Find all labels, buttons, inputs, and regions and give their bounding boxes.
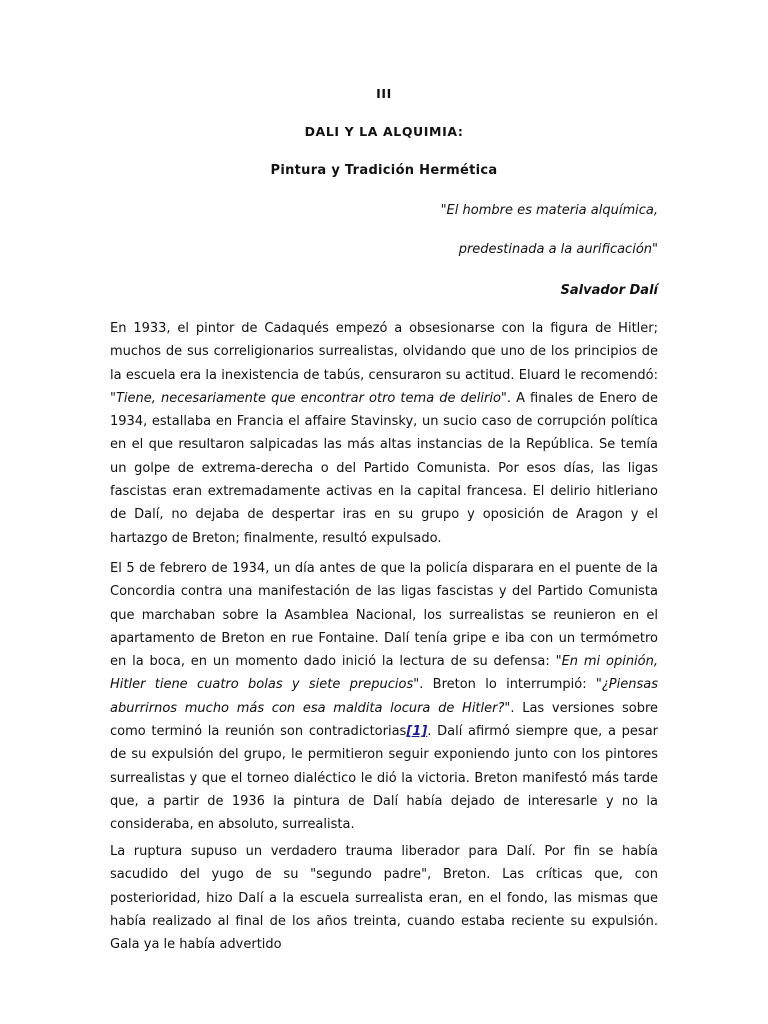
text-span: . Dalí afirmó siempre que, a pesar de su expulsión del grupo, le permitieron seguir exponiendo junto con los pintores surrealistas y que el torneo dialéctico le dió la victoria. Breton manifestó más tarde que, a partir de 1936 la pintura de Dalí había dejado de interesarle y no la consideraba, en absoluto, surrealista. [110, 724, 659, 833]
text-span: La ruptura supuso un verdadero trauma liberador para Dalí. Por fin se había sacudido del yugo de su "segundo padre", Breton. Las críticas que, con posterioridad, hizo Dalí a la escuela surrealista eran, en el fondo, las mismas que había realizado al final de los años treinta, cuando estaba reciente su expulsión. Gala ya le había advertido [110, 844, 658, 953]
text-span: . A finales de Enero de 1934, estallaba en Francia el affaire Stavinsky, un sucio caso de corrupción política en el que resultaron salpicadas las más altas instancias de la República. Se temía un golpe de extrema-derecha o del Partido Comunista. Por esos días, las ligas fascistas eran extremadamente activas en la capital francesa. El delirio hitleriano de Dalí, no dejaba de despertar iras en su grupo y oposición de Aragon y el hartazgo de Breton; finalmente, resultó expulsado. [110, 390, 658, 546]
chapter-title: DALI Y LA ALQUIMIA: [304, 124, 464, 139]
paragraph-1 [110, 317, 658, 550]
chapter-subtitle: Pintura y Tradición Hermética [270, 163, 498, 178]
epigraph-author: Salvador Dalí [560, 283, 658, 298]
epigraph-line-1: "El hombre es materia alquímica, [440, 203, 658, 218]
text-span: En 1933, el pintor de Cadaqués empezó a obsesionarse con la figura de Hitler; muchos de sus correligionarios surrealistas, olvidando que uno de los principios de la escuela era la inexistencia de tabús, censuraron su actitud. Eluard le recomendó: [110, 321, 658, 383]
quote-eluard: "Tiene, necesariamente que encontrar otro tema de delirio" [110, 390, 507, 406]
quote-breton: "¿Piensas aburrirnos mucho más con esa maldita locura de Hitler?" [110, 677, 658, 716]
quote-dali: "En mi opinión, Hitler tiene cuatro bolas y siete prepucios" [110, 654, 658, 693]
text-span: El 5 de febrero de 1934, un día antes de que la policía disparara en el puente de la Concordia contra una manifestación de las ligas fascistas y del Partido Comunista que marchaban sobre la Asamblea Nacional, los surrealistas se reunieron en el apartamento de Breton en rue Fontaine. Dalí tenía gripe e iba con un termómetro en la boca, en un momento dado inició la lectura de su defensa: [110, 561, 658, 670]
footnote-link[interactable]: [1] [406, 724, 428, 740]
text-span: . Las versiones sobre como terminó la reunión son contradictorias [110, 700, 658, 740]
epigraph-line-2: predestinada a la aurificación" [458, 242, 658, 257]
chapter-number: III [376, 86, 392, 101]
text-span: . Breton lo interrumpió: [419, 677, 596, 693]
paragraph-2 [110, 557, 658, 837]
paragraph-3 [110, 840, 658, 956]
